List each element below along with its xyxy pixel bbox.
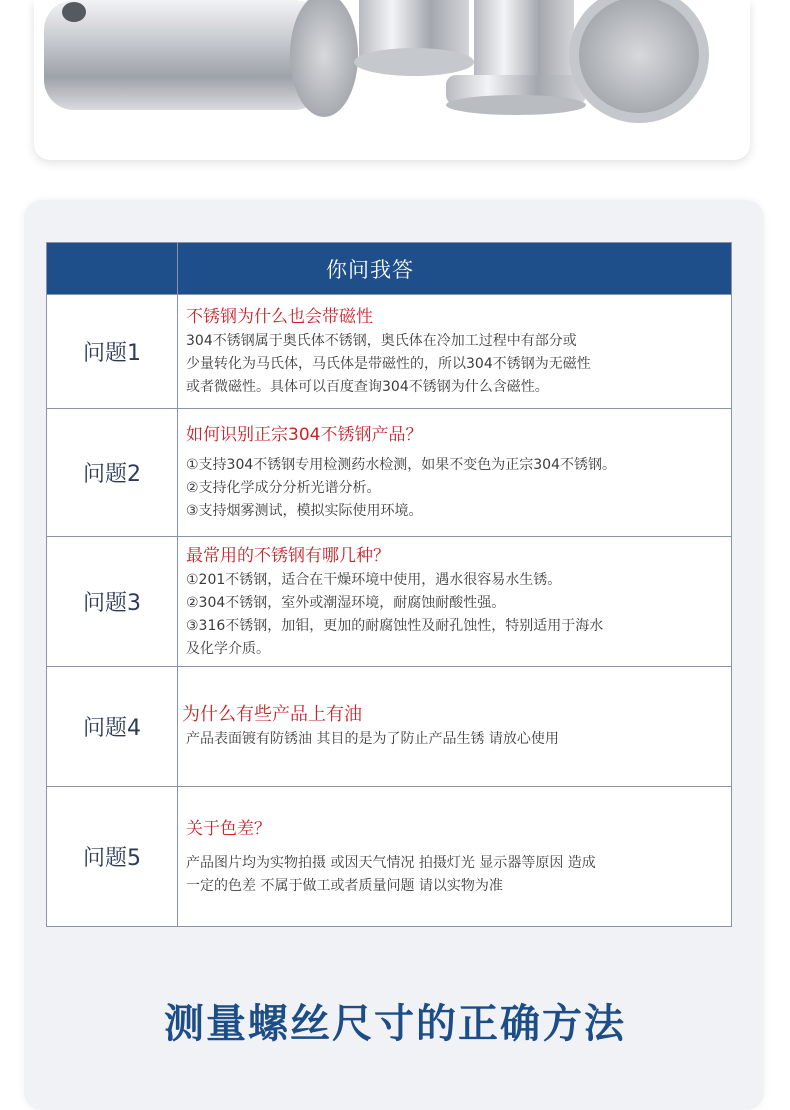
question-title: 关于色差？: [186, 818, 271, 839]
answer-cell: [178, 667, 732, 787]
stainless-pins-illustration: [34, 0, 750, 160]
answer-cell: [178, 537, 732, 667]
answer-cell: [178, 409, 732, 537]
answer-cell: [178, 295, 732, 409]
answer-line: 或者微磁性。具体可以百度查询304不锈钢为什么含磁性。: [186, 379, 549, 395]
answer-cell: [178, 787, 732, 927]
faq-row: [47, 295, 732, 409]
answer-line: ③支持烟雾测试，模拟实际使用环境。: [186, 503, 423, 519]
faq-table: [46, 242, 732, 927]
faq-row: [47, 787, 732, 927]
answer-text: [186, 569, 723, 661]
question-title: 不锈钢为什么也会带磁性: [186, 307, 373, 327]
question-label: 问题3: [47, 537, 178, 667]
answer-line: 304不锈钢属于奥氏体不锈钢，奥氏体在冷加工过程中有部分或: [186, 333, 577, 349]
answer-line: ③316不锈钢，加钼，更加的耐腐蚀性及耐孔蚀性，特别适用于海水: [186, 617, 604, 634]
answer-text: [186, 454, 723, 523]
question-label: 问题4: [47, 667, 178, 787]
question-title: 如何识别正宗304不锈钢产品？: [186, 425, 423, 445]
answer-line: 少量转化为马氏体，马氏体是带磁性的，所以304不锈钢为无磁性: [186, 356, 591, 372]
answer-line: 产品图片均为实物拍摄 或因天气情况 拍摄灯光 显示器等原因 造成: [186, 854, 596, 871]
answer-line: ①201不锈钢，适合在干燥环境中使用，遇水很容易水生锈。: [186, 571, 562, 588]
answer-line: ②304不锈钢，室外或潮湿环境，耐腐蚀耐酸性强。: [186, 594, 506, 611]
faq-header: 你问我答: [178, 243, 732, 295]
faq-row: [47, 409, 732, 537]
question-label: 问题1: [47, 295, 178, 409]
question-label: 问题5: [47, 787, 178, 927]
answer-text: [186, 330, 723, 399]
answer-line: ①支持304不锈钢专用检测药水检测，如果不变色为正宗304不锈钢。: [186, 457, 616, 473]
faq-row: [47, 667, 732, 787]
faq-header-blank: [47, 243, 178, 295]
answer-text: [186, 852, 723, 898]
question-title: 为什么有些产品上有油: [182, 704, 362, 725]
faq-row: [47, 537, 732, 667]
answer-line: 及化学介质。: [186, 640, 270, 657]
section-title: 测量螺丝尺寸的正确方法: [164, 1001, 626, 1047]
question-label: 问题2: [47, 409, 178, 537]
answer-line: 一定的色差 不属于做工或者质量问题 请以实物为准: [186, 877, 503, 894]
product-photo: [34, 0, 750, 160]
answer-text: [182, 728, 723, 751]
question-title: 最常用的不锈钢有哪几种？: [186, 545, 390, 566]
answer-line: ②支持化学成分分析光谱分析。: [186, 480, 381, 496]
answer-line: 产品表面镀有防锈油 其目的是为了防止产品生锈 请放心使用: [186, 731, 559, 747]
